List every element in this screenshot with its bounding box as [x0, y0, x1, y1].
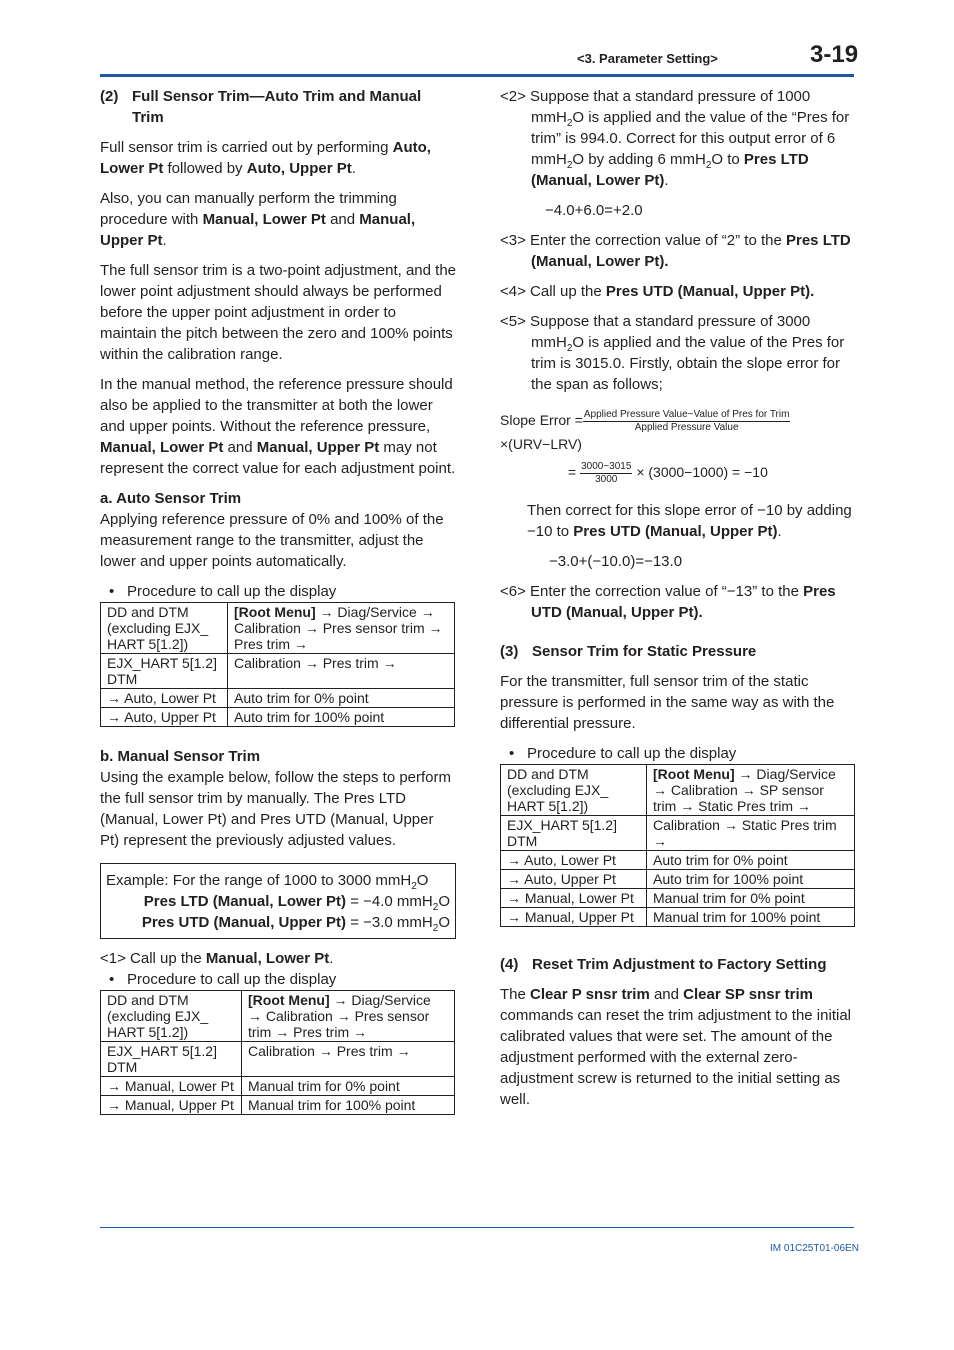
table-row [501, 889, 855, 908]
table-cell-description: [Root Menu] → Diag/Service → Calibration → Pres sensor trim → Pres trim → [242, 991, 455, 1042]
table-static-trim [500, 764, 855, 927]
table-row [501, 765, 855, 816]
table-cell-target: → Auto, Upper Pt [101, 708, 228, 727]
bullet-procedure-a: • Procedure to call up the display [100, 581, 456, 602]
table-row [101, 689, 455, 708]
page-number: 3-19 [810, 41, 859, 68]
subsection-a-title: a. Auto Sensor Trim [100, 490, 242, 507]
table-row [101, 991, 455, 1042]
table-cell-target: EJX_HART 5[1.2] DTM [101, 1042, 242, 1077]
step-3: <3> Enter the correction value of “2” to the Pres LTD (Manual, Lower Pt). [500, 232, 851, 270]
table-cell-target: DD and DTM (excluding EJX_ HART 5[1.2]) [101, 991, 242, 1042]
step-2: <2> Suppose that a standard pressure of 1000 mmH$_2$O is applied and the value of the “Pres for trim” is 994.0. Correct for this output error of 6 mmH$_2$O by adding 6 mmH$_2$O to Pres LTD (Manual, Lower Pt). [500, 88, 850, 189]
section-3-heading [500, 641, 856, 662]
table-cell-target: EJX_HART 5[1.2] DTM [101, 654, 228, 689]
para-manual-sensor-trim: Using the example below, follow the steps to perform the full sensor trim by manually. The Pres LTD (Manual, Lower Pt) and Pres UTD (Manual, Upper Pt) represent the previously adjusted values. [100, 769, 452, 849]
example-ltd-value: = −4.0 mmH$_2$O [346, 893, 450, 913]
para-full-sensor-trim: Full sensor trim is carried out by performing Auto, Lower Pt followed by Auto, Upper Pt. [100, 139, 431, 177]
table-cell-description: Manual trim for 0% point [647, 889, 855, 908]
document-id: IM 01C25T01-06EN [770, 1243, 859, 1254]
example-box [100, 863, 456, 939]
formula-equals: = [568, 464, 577, 481]
step-6: <6> Enter the correction value of “−13” to the Pres UTD (Manual, Upper Pt). [500, 583, 836, 621]
table-cell-target: → Manual, Lower Pt [501, 889, 647, 908]
section-2-number: (2) [100, 88, 119, 105]
section-3-title: Sensor Trim for Static Pressure [532, 643, 757, 660]
para-manual-method: In the manual method, the reference pressure should also be applied to the transmitter at both the lower and upper points. Without the reference pressure, Manual, Lower Pt and Manual, Upper Pt may not represent the correct value for each adjustment point. [100, 376, 456, 477]
table-cell-target: → Auto, Lower Pt [101, 689, 228, 708]
table-cell-description: Calibration → Static Pres trim → [647, 816, 855, 851]
step-5: <5> Suppose that a standard pressure of 3000 mmH$_2$O is applied and the value of the Pres for trim is 3015.0. Firstly, obtain the slope error for the span as follows; [500, 313, 845, 393]
table-row [101, 1077, 455, 1096]
table-cell-description: Manual trim for 100% point [647, 908, 855, 927]
para-auto-sensor-trim: Applying reference pressure of 0% and 100% of the measurement range to the transmitter, adjust the lower and upper points automatically. [100, 511, 444, 570]
section-4-heading [500, 954, 856, 975]
section-3-number: (3) [500, 643, 519, 660]
table-cell-target: → Auto, Upper Pt [501, 870, 647, 889]
formula-denominator: Applied Pressure Value [634, 422, 739, 433]
bullet-procedure-c: • Procedure to call up the display [500, 743, 856, 764]
table-cell-description: [Root Menu] → Diag/Service → Calibration → Pres sensor trim → Pres trim → [228, 603, 455, 654]
table-cell-target: → Auto, Lower Pt [501, 851, 647, 870]
subsection-b-title: b. Manual Sensor Trim [100, 748, 261, 765]
formula-tail: ×(URV−LRV) [500, 436, 582, 452]
left-column [100, 86, 456, 1124]
table-cell-description: [Root Menu] → Diag/Service → Calibration → SP sensor trim → Static Pres trim → [647, 765, 855, 816]
example-line-2 [106, 891, 450, 912]
slope-error-result [500, 461, 856, 486]
step-1: <1> Call up the Manual, Lower Pt. [100, 950, 334, 967]
table-row [501, 816, 855, 851]
table-row [101, 1042, 455, 1077]
section-4-number: (4) [500, 956, 519, 973]
formula-tail-2: × (3000−1000) = −10 [636, 464, 768, 481]
section-2-heading [100, 86, 456, 128]
para-manual-trim: Also, you can manually perform the trimming procedure with Manual, Lower Pt and Manual, Upper Pt. [100, 190, 416, 249]
section-header: <3. Parameter Setting> [577, 51, 718, 66]
equation-1: −4.0+6.0=+2.0 [545, 202, 643, 219]
table-cell-description: Auto trim for 100% point [647, 870, 855, 889]
formula-denominator-2: 3000 [595, 474, 618, 485]
table-cell-description: Manual trim for 0% point [242, 1077, 455, 1096]
table-cell-target: DD and DTM (excluding EJX_ HART 5[1.2]) [501, 765, 647, 816]
table-cell-target: → Manual, Upper Pt [101, 1096, 242, 1115]
footer-rule [100, 1227, 854, 1228]
para-static-pressure: For the transmitter, full sensor trim of the static pressure is performed in the same way as with the differential pressure. [500, 673, 835, 732]
section-2-title: Full Sensor Trim—Auto Trim and Manual Trim [132, 88, 422, 126]
formula-fraction-2 [580, 461, 632, 486]
table-cell-target: DD and DTM (excluding EJX_ HART 5[1.2]) [101, 603, 228, 654]
table-cell-description: Auto trim for 0% point [647, 851, 855, 870]
step-4: <4> Call up the Pres UTD (Manual, Upper Pt). [500, 283, 815, 300]
table-row [101, 1096, 455, 1115]
table-cell-target: → Manual, Upper Pt [501, 908, 647, 927]
table-row [101, 654, 455, 689]
table-cell-target: EJX_HART 5[1.2] DTM [501, 816, 647, 851]
section-4-title: Reset Trim Adjustment to Factory Setting [532, 956, 827, 973]
para-reset-trim: The Clear P snsr trim and Clear SP snsr trim commands can reset the trim adjustment to the initial calibrated values that were set. The amount of the adjustment performed with the external zero-adjustment screw is returned to the initial setting as well. [500, 986, 851, 1108]
equation-2: −3.0+(−10.0)=−13.0 [549, 553, 683, 570]
example-ltd-label: Pres LTD (Manual, Lower Pt) [143, 893, 347, 910]
table-cell-description: Calibration → Pres trim → [242, 1042, 455, 1077]
formula-numerator: Applied Pressure Value−Value of Pres for Trim [583, 409, 790, 420]
table-row [501, 851, 855, 870]
example-utd-label: Pres UTD (Manual, Upper Pt) [141, 914, 347, 931]
formula-label: Slope Error = [500, 412, 583, 429]
table-manual-trim [100, 990, 455, 1115]
table-cell-description: Auto trim for 0% point [228, 689, 455, 708]
header-rule [100, 74, 854, 77]
example-line-1: Example: For the range of 1000 to 3000 mmH$_2$O [106, 872, 429, 892]
table-auto-trim [100, 602, 455, 727]
slope-error-formula [500, 409, 856, 455]
table-cell-description: Manual trim for 100% point [242, 1096, 455, 1115]
table-row [501, 908, 855, 927]
table-cell-description: Auto trim for 100% point [228, 708, 455, 727]
right-column [500, 86, 856, 1119]
table-cell-target: → Manual, Lower Pt [101, 1077, 242, 1096]
example-utd-value: = −3.0 mmH$_2$O [346, 914, 450, 934]
para-two-point: The full sensor trim is a two-point adjustment, and the lower point adjustment should always be performed before the upper point adjustment in order to maintain the pitch between the zero and 100% points within the calibration range. [100, 262, 457, 363]
table-row [101, 708, 455, 727]
formula-numerator-2: 3000−3015 [581, 461, 632, 472]
formula-fraction [583, 409, 791, 434]
para-then-correct: Then correct for this slope error of −10 by adding −10 to Pres UTD (Manual, Upper Pt). [527, 502, 852, 540]
table-row [501, 870, 855, 889]
table-row [101, 603, 455, 654]
table-cell-description: Calibration → Pres trim → [228, 654, 455, 689]
bullet-procedure-b: • Procedure to call up the display [100, 969, 456, 990]
example-line-3 [106, 912, 450, 933]
